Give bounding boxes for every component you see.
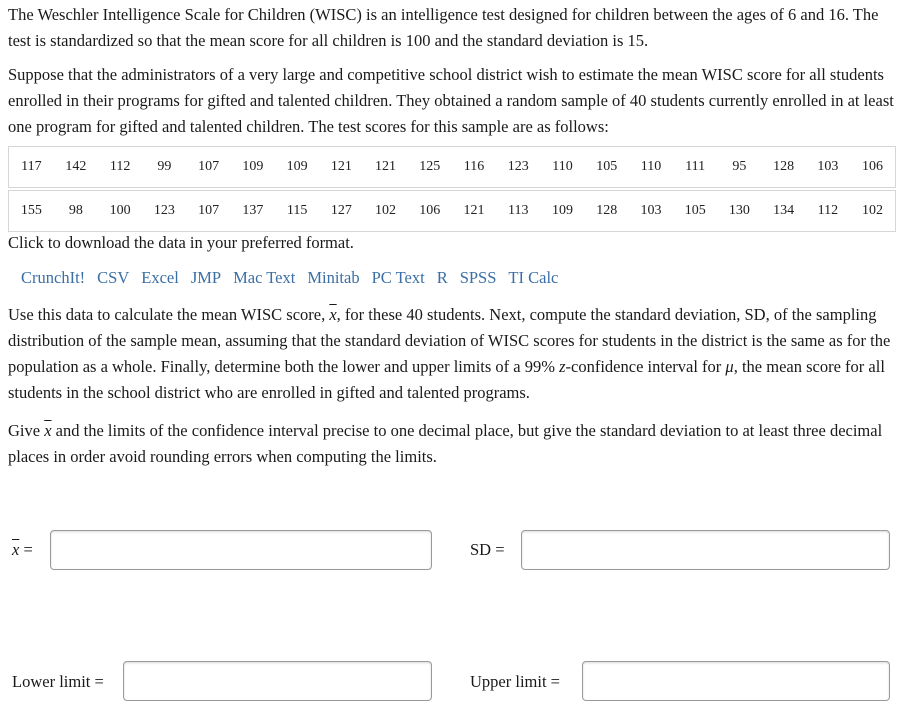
data-cell: 111 [673,147,717,188]
data-cell: 142 [54,147,98,188]
data-cell: 112 [806,191,850,232]
data-cell: 107 [187,191,231,232]
data-cell: 155 [9,191,54,232]
table-row [9,147,896,188]
data-cell: 121 [319,147,363,188]
data-cell: 109 [275,147,319,188]
data-cell: 121 [363,147,407,188]
lower-limit-label: Lower limit = [12,672,104,691]
mu-symbol: μ [725,357,734,376]
data-cell: 125 [408,147,452,188]
data-cell: 123 [142,191,186,232]
download-link-ti-calc[interactable]: TI Calc [508,268,559,287]
data-cell: 137 [231,191,275,232]
data-cell: 102 [850,191,895,232]
data-cell: 127 [319,191,363,232]
data-cell: 106 [408,191,452,232]
z-symbol: z [559,357,566,376]
download-link-jmp[interactable]: JMP [190,268,222,287]
table-row [9,191,896,232]
data-cell: 107 [187,147,231,188]
upper-limit-input[interactable] [582,661,890,701]
data-cell: 102 [363,191,407,232]
download-link-crunchit[interactable]: CrunchIt! [21,268,86,287]
download-link-pc-text[interactable]: PC Text [371,268,425,287]
xbar-label-symbol: $\overline{x}$ [12,540,20,559]
download-link-mac-text[interactable]: Mac Text [233,268,296,287]
data-cell: 103 [629,191,673,232]
data-cell: 99 [142,147,186,188]
data-cell: 128 [762,147,806,188]
xbar-label-eq: = [19,540,33,559]
download-label: Click to download the data in your preferred format. [8,233,354,252]
data-cell: 130 [717,191,761,232]
lower-limit-input[interactable] [123,661,432,701]
xbar-input[interactable] [50,530,432,570]
data-cell: 121 [452,191,496,232]
data-cell: 106 [850,147,895,188]
data-cell: 100 [98,191,142,232]
data-cell: 116 [452,147,496,188]
data-cell: 95 [717,147,761,188]
data-cell: 134 [762,191,806,232]
xbar-symbol: $\overline{x}$ [44,421,52,440]
data-table [8,146,896,232]
intro-paragraph-1: The Weschler Intelligence Scale for Children (WISC) is an intelligence test designed for children between the ages of 6 and 16. The test is standardized so that the mean score for all children is 100 and the standard deviation is 15. [8,5,879,50]
data-cell: 110 [629,147,673,188]
precision-paragraph [8,418,898,470]
instr-text-a: Use this data to calculate the mean WISC score, [8,305,330,324]
instr-text-c: -confidence interval for [565,357,726,376]
data-cell: 112 [98,147,142,188]
instr-text-b: , for these 40 students. Next, compute the standard deviation, SD, of the sampling distribution of the sample mean, assuming that the standard deviation of WISC scores for students in the district is the same as for the population as a whole. Finally, determine both the lower and upper limits of a 99% [8,305,891,376]
download-links [21,265,570,291]
download-link-csv[interactable]: CSV [97,268,130,287]
data-cell: 109 [231,147,275,188]
xbar-label [12,537,33,563]
download-link-excel[interactable]: Excel [141,268,179,287]
upper-limit-label: Upper limit = [470,672,560,691]
data-cell: 128 [585,191,629,232]
precision-text-b: and the limits of the confidence interval precise to one decimal place, but give the standard deviation to at least three decimal places in order avoid rounding errors when computing the limits. [8,421,883,466]
data-cell: 110 [540,147,584,188]
instr-text-d: , the mean score for all students in the school district who are enrolled in gifted and talented programs. [8,357,885,402]
data-cell: 98 [54,191,98,232]
instructions-paragraph [8,302,898,406]
precision-text-a: Give [8,421,45,440]
data-cell: 105 [585,147,629,188]
sd-label: SD = [470,540,505,559]
data-cell: 115 [275,191,319,232]
xbar-symbol: $\overline{x}$ [329,305,337,324]
data-cell: 103 [806,147,850,188]
download-link-minitab[interactable]: Minitab [307,268,360,287]
data-cell: 113 [496,191,540,232]
download-link-spss[interactable]: SPSS [459,268,497,287]
sd-input[interactable] [521,530,890,570]
data-cell: 123 [496,147,540,188]
download-link-r[interactable]: R [436,268,448,287]
intro-paragraph-2: Suppose that the administrators of a very large and competitive school district wish to estimate the mean WISC score for all students enrolled in their programs for gifted and talented children. They obtained a random sample of 40 students currently enrolled in at least one program for gifted and talented children. The test scores for this sample are as follows: [8,65,894,136]
data-cell: 105 [673,191,717,232]
data-cell: 109 [540,191,584,232]
data-cell: 117 [9,147,54,188]
